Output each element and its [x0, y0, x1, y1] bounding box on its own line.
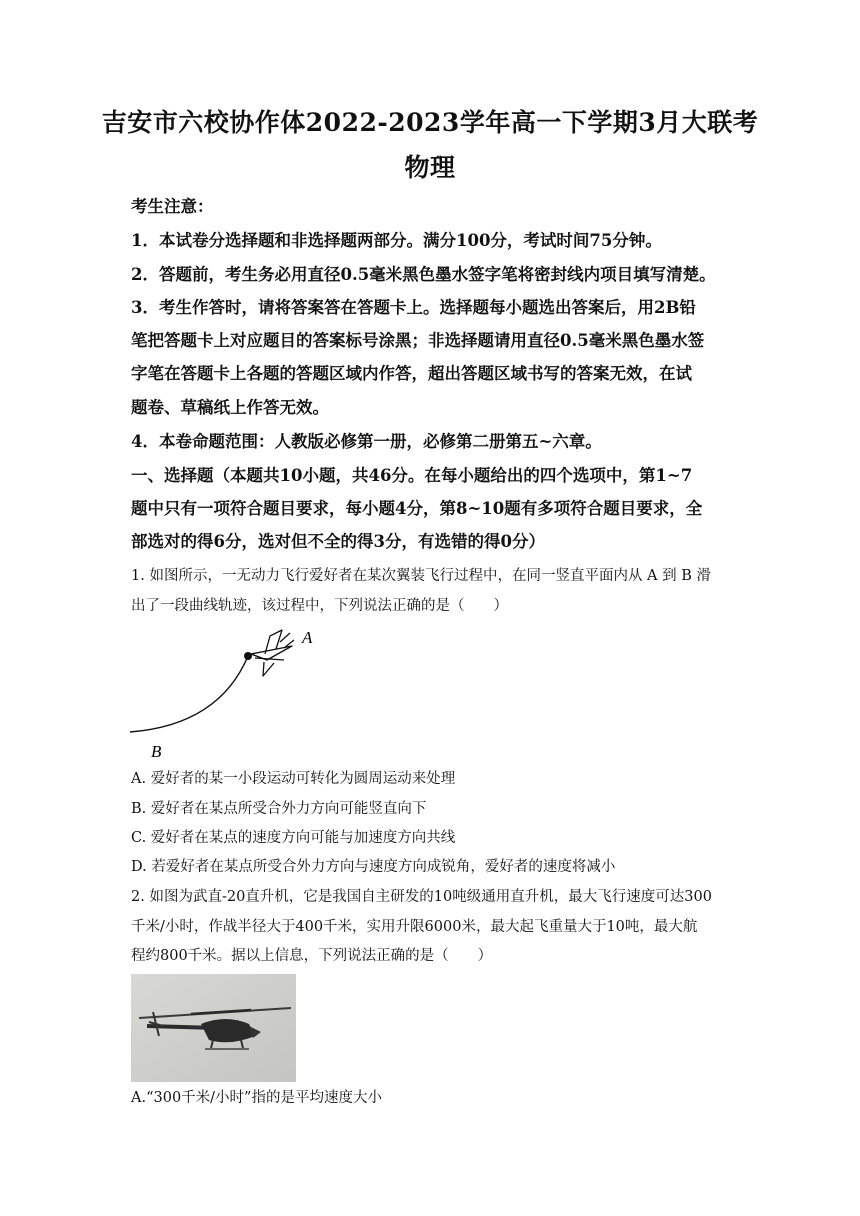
notice-item: 4．本卷命题范围：人教版必修第一册，必修第二册第五~六章。 — [131, 432, 602, 451]
helicopter-icon — [131, 974, 296, 1082]
question-2-stem: 程约800千米。据以上信息，下列说法正确的是（ ） — [131, 948, 493, 964]
section-heading: 部选对的得6分，选对但不全的得3分，有选错的得0分） — [131, 532, 545, 551]
question-1-figure — [124, 620, 334, 766]
question-2-stem: 千米/小时，作战半径大于400千米，实用升限6000米，最大起飞重量大于10吨，最大航 — [131, 919, 698, 935]
notice-heading: 考生注意： — [131, 197, 214, 216]
question-2-stem: 2. 如图为武直-20直升机，它是我国自主研发的10吨级通用直升机，最大飞行速度可达300 — [131, 889, 712, 905]
question-1-stem: 1. 如图所示，一无动力飞行爱好者在某次翼装飞行过程中，在同一竖直平面内从 A 到 B 滑 — [131, 568, 712, 584]
section-heading: 题中只有一项符合题目要求，每小题4分，第8~10题有多项符合题目要求，全 — [131, 499, 703, 518]
question-1-option-d: D. 若爱好者在某点所受合外力方向与速度方向成锐角，爱好者的速度将减小 — [131, 859, 616, 875]
question-1-option-a: A. 爱好者的某一小段运动可转化为圆周运动来处理 — [131, 771, 456, 787]
helicopter-photo — [131, 974, 296, 1082]
question-2-option-a: A.“300千米/小时”指的是平均速度大小 — [131, 1090, 382, 1106]
question-1-option-b: B. 爱好者在某点所受合外力方向可能竖直向下 — [131, 801, 427, 817]
notice-item: 2．答题前，考生务必用直径0.5毫米黑色墨水签字笔将密封线内项目填写清楚。 — [131, 265, 716, 284]
exam-subject: 物理 — [404, 153, 456, 182]
notice-item: 字笔在答题卡上各题的答题区域内作答，超出答题区域书写的答案无效，在试 — [131, 364, 692, 383]
question-1-stem: 出了一段曲线轨迹，该过程中，下列说法正确的是（ ） — [131, 598, 508, 614]
notice-item: 题卷、草稿纸上作答无效。 — [131, 398, 329, 417]
notice-item: 3．考生作答时，请将答案答在答题卡上。选择题每小题选出答案后，用2B铅 — [131, 298, 696, 317]
point-a-label: A — [302, 628, 313, 647]
section-heading: 一、选择题（本题共10小题，共46分。在每小题给出的四个选项中，第1~7 — [131, 466, 693, 485]
exam-title: 吉安市六校协作体2022-2023学年高一下学期3月大联考 — [101, 108, 759, 137]
point-a-dot — [244, 652, 252, 660]
glider-icon — [251, 630, 294, 676]
notice-item: 1．本试卷分选择题和非选择题两部分。满分100分，考试时间75分钟。 — [131, 231, 662, 250]
question-1-option-c: C. 爱好者在某点的速度方向可能与加速度方向共线 — [131, 830, 456, 846]
point-b-label: B — [151, 742, 162, 761]
notice-item: 笔把答题卡上对应题目的答案标号涂黑；非选择题请用直径0.5毫米黑色墨水签 — [131, 331, 705, 350]
trajectory-curve — [130, 656, 248, 732]
